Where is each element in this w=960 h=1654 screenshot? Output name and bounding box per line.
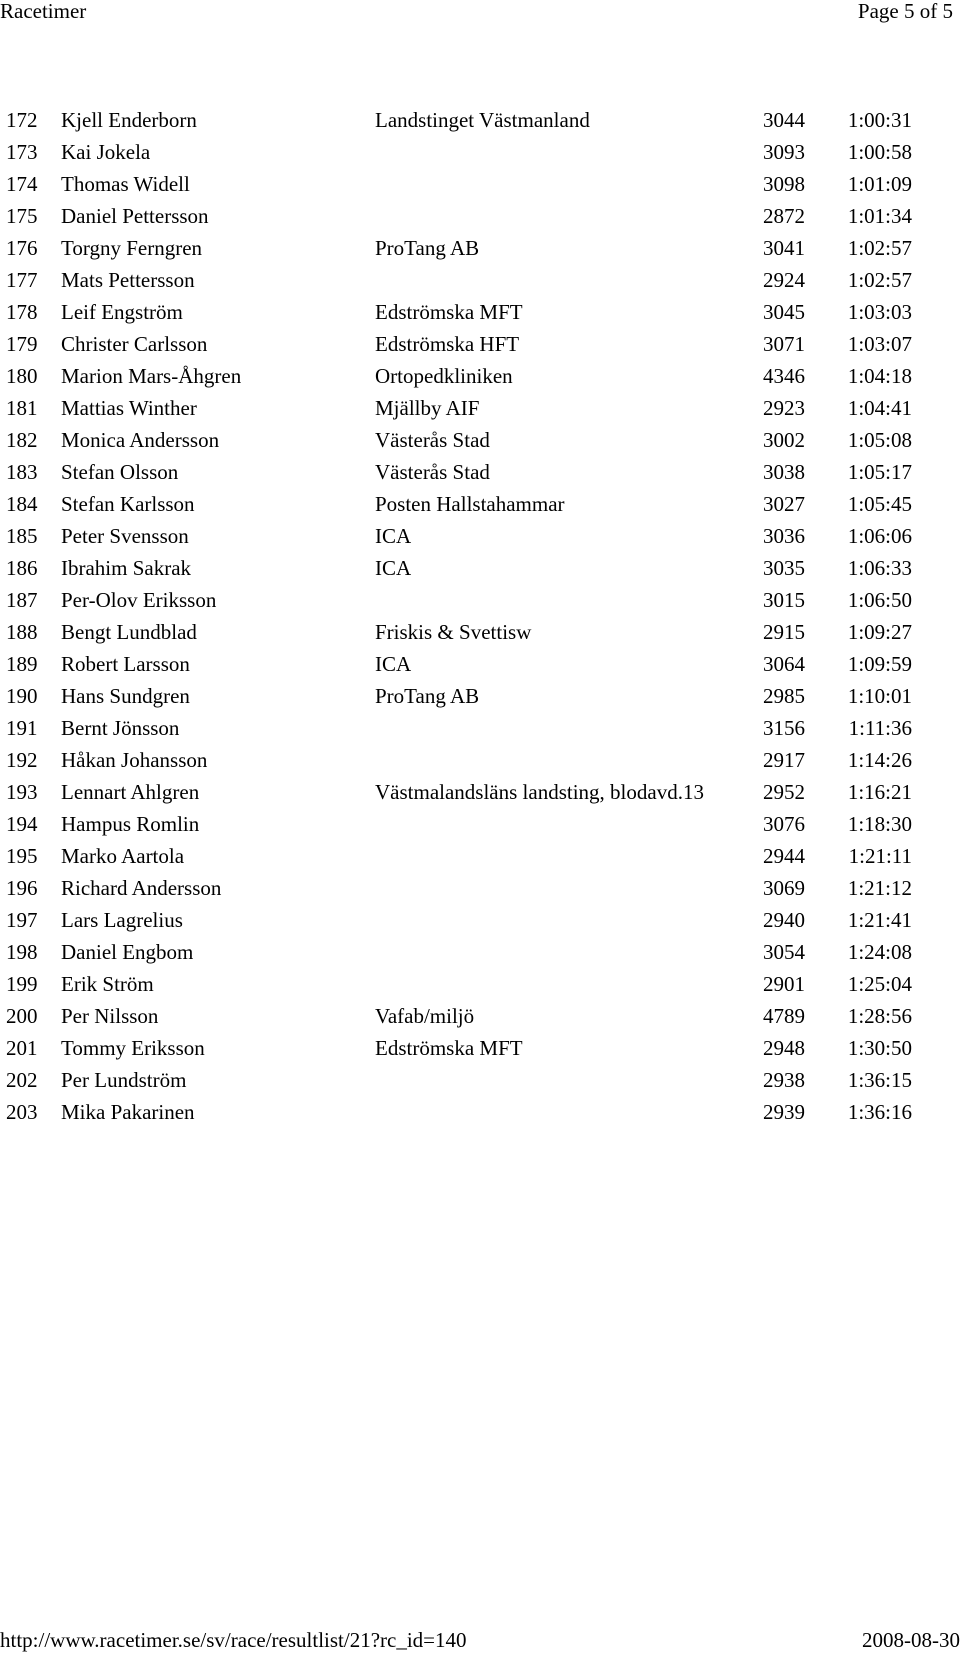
runner-name-cell: Daniel Engbom	[61, 940, 194, 964]
bib-number-cell: 2872	[763, 204, 805, 228]
finish-time-cell: 1:28:56	[847, 1004, 912, 1028]
runner-name-cell: Daniel Pettersson	[61, 204, 209, 228]
place-cell: 186	[6, 556, 38, 580]
bib-number-cell: 3064	[763, 652, 805, 676]
bib-number-cell: 2952	[763, 780, 805, 804]
bib-number-cell: 3041	[763, 236, 805, 260]
finish-time-cell: 1:06:50	[847, 588, 912, 612]
place-cell: 203	[6, 1100, 38, 1124]
bib-number-cell: 3071	[763, 332, 805, 356]
runner-name-cell: Stefan Olsson	[61, 460, 179, 484]
bib-number-cell: 3093	[763, 140, 805, 164]
bib-number-cell: 2944	[763, 844, 805, 868]
place-cell: 181	[6, 396, 38, 420]
runner-name-cell: Marko Aartola	[61, 844, 185, 868]
club-cell: ProTang AB	[375, 236, 480, 260]
bib-number-cell: 4789	[763, 1004, 805, 1028]
source-url: http://www.racetimer.se/sv/race/resultlist/21?rc_id=140	[0, 1628, 467, 1652]
place-cell: 187	[6, 588, 38, 612]
bib-number-cell: 2940	[763, 908, 805, 932]
club-cell: Västerås Stad	[375, 428, 490, 452]
place-cell: 176	[6, 236, 38, 260]
bib-number-cell: 3035	[763, 556, 805, 580]
bib-number-cell: 2901	[763, 972, 805, 996]
bib-number-cell: 3044	[763, 108, 805, 132]
finish-time-cell: 1:04:41	[847, 396, 912, 420]
place-cell: 196	[6, 876, 38, 900]
page-title: Racetimer	[0, 0, 87, 23]
runner-name-cell: Torgny Ferngren	[61, 236, 203, 260]
place-cell: 189	[6, 652, 38, 676]
runner-name-cell: Thomas Widell	[61, 172, 190, 196]
place-cell: 185	[6, 524, 38, 548]
finish-time-cell: 1:18:30	[847, 812, 912, 836]
result-row	[0, 968, 960, 1000]
club-cell: Edströmska MFT	[375, 1036, 523, 1060]
club-cell: ICA	[375, 524, 412, 548]
finish-time-cell: 1:02:57	[847, 268, 912, 292]
result-row	[0, 776, 960, 808]
finish-time-cell: 1:36:15	[847, 1068, 912, 1092]
finish-time-cell: 1:09:27	[847, 620, 912, 644]
place-cell: 188	[6, 620, 38, 644]
runner-name-cell: Tommy Eriksson	[61, 1036, 205, 1060]
place-cell: 201	[6, 1036, 38, 1060]
finish-time-cell: 1:14:26	[847, 748, 912, 772]
bib-number-cell: 2948	[763, 1036, 805, 1060]
club-cell: ICA	[375, 652, 412, 676]
result-row	[0, 360, 960, 392]
club-cell: Friskis & Svettisw	[375, 620, 532, 644]
finish-time-cell: 1:05:17	[847, 460, 912, 484]
finish-time-cell: 1:01:09	[847, 172, 912, 196]
finish-time-cell: 1:03:03	[847, 300, 912, 324]
runner-name-cell: Håkan Johansson	[61, 748, 208, 772]
result-row	[0, 840, 960, 872]
runner-name-cell: Ibrahim Sakrak	[61, 556, 192, 580]
finish-time-cell: 1:16:21	[847, 780, 912, 804]
result-row	[0, 680, 960, 712]
result-row	[0, 424, 960, 456]
bib-number-cell: 3098	[763, 172, 805, 196]
finish-time-cell: 1:11:36	[848, 716, 912, 740]
finish-time-cell: 1:21:12	[847, 876, 912, 900]
finish-time-cell: 1:05:45	[847, 492, 912, 516]
place-cell: 183	[6, 460, 38, 484]
runner-name-cell: Bernt Jönsson	[61, 716, 180, 740]
result-row	[0, 584, 960, 616]
club-cell: Västerås Stad	[375, 460, 490, 484]
place-cell: 180	[6, 364, 38, 388]
club-cell: Landstinget Västmanland	[375, 108, 590, 132]
bib-number-cell: 2985	[763, 684, 805, 708]
result-row	[0, 456, 960, 488]
finish-time-cell: 1:00:31	[847, 108, 912, 132]
finish-time-cell: 1:36:16	[847, 1100, 912, 1124]
place-cell: 177	[6, 268, 38, 292]
place-cell: 190	[6, 684, 38, 708]
finish-time-cell: 1:21:41	[847, 908, 912, 932]
runner-name-cell: Per Lundström	[61, 1068, 187, 1092]
runner-name-cell: Leif Engström	[61, 300, 183, 324]
runner-name-cell: Mattias Winther	[61, 396, 197, 420]
runner-name-cell: Christer Carlsson	[61, 332, 208, 356]
bib-number-cell: 2939	[763, 1100, 805, 1124]
place-cell: 194	[6, 812, 38, 836]
runner-name-cell: Erik Ström	[61, 972, 154, 996]
runner-name-cell: Hans Sundgren	[61, 684, 190, 708]
result-row	[0, 936, 960, 968]
result-row	[0, 744, 960, 776]
result-row	[0, 808, 960, 840]
result-row	[0, 328, 960, 360]
finish-time-cell: 1:05:08	[847, 428, 912, 452]
finish-time-cell: 1:02:57	[847, 236, 912, 260]
club-cell: Edströmska MFT	[375, 300, 523, 324]
place-cell: 174	[6, 172, 38, 196]
finish-time-cell: 1:09:59	[847, 652, 912, 676]
finish-time-cell: 1:25:04	[847, 972, 912, 996]
bib-number-cell: 2938	[763, 1068, 805, 1092]
runner-name-cell: Kjell Enderborn	[61, 108, 197, 132]
club-cell: ICA	[375, 556, 412, 580]
result-row	[0, 520, 960, 552]
runner-name-cell: Kai Jokela	[61, 140, 151, 164]
result-row	[0, 552, 960, 584]
bib-number-cell: 3076	[763, 812, 805, 836]
bib-number-cell: 2924	[763, 268, 805, 292]
club-cell: Edströmska HFT	[375, 332, 520, 356]
finish-time-cell: 1:24:08	[847, 940, 912, 964]
runner-name-cell: Mats Pettersson	[61, 268, 195, 292]
club-cell: ProTang AB	[375, 684, 480, 708]
result-row	[0, 232, 960, 264]
place-cell: 179	[6, 332, 38, 356]
results-table	[0, 104, 960, 1128]
club-cell: Mjällby AIF	[375, 396, 480, 420]
finish-time-cell: 1:04:18	[847, 364, 912, 388]
finish-time-cell: 1:21:11	[848, 844, 912, 868]
club-cell: Västmalandsläns landsting, blodavd.13	[375, 780, 704, 804]
club-cell: Posten Hallstahammar	[375, 492, 565, 516]
result-row	[0, 200, 960, 232]
place-cell: 193	[6, 780, 38, 804]
finish-time-cell: 1:06:06	[847, 524, 912, 548]
club-cell: Ortopedkliniken	[375, 364, 513, 388]
result-row	[0, 1000, 960, 1032]
result-row	[0, 296, 960, 328]
runner-name-cell: Per-Olov Eriksson	[61, 588, 217, 612]
bib-number-cell: 3036	[763, 524, 805, 548]
result-row	[0, 136, 960, 168]
bib-number-cell: 3027	[763, 492, 805, 516]
place-cell: 198	[6, 940, 38, 964]
place-cell: 175	[6, 204, 38, 228]
bib-number-cell: 4346	[763, 364, 805, 388]
place-cell: 199	[6, 972, 38, 996]
result-row	[0, 872, 960, 904]
place-cell: 184	[6, 492, 38, 516]
runner-name-cell: Stefan Karlsson	[61, 492, 195, 516]
place-cell: 178	[6, 300, 38, 324]
result-row	[0, 1096, 960, 1128]
print-date: 2008-08-30	[862, 1628, 960, 1652]
runner-name-cell: Hampus Romlin	[61, 812, 200, 836]
result-row	[0, 392, 960, 424]
finish-time-cell: 1:01:34	[847, 204, 912, 228]
finish-time-cell: 1:30:50	[847, 1036, 912, 1060]
runner-name-cell: Robert Larsson	[61, 652, 190, 676]
result-row	[0, 616, 960, 648]
result-row	[0, 904, 960, 936]
bib-number-cell: 3045	[763, 300, 805, 324]
runner-name-cell: Per Nilsson	[61, 1004, 159, 1028]
finish-time-cell: 1:03:07	[847, 332, 912, 356]
place-cell: 182	[6, 428, 38, 452]
runner-name-cell: Lars Lagrelius	[61, 908, 183, 932]
bib-number-cell: 3015	[763, 588, 805, 612]
place-cell: 195	[6, 844, 38, 868]
result-row	[0, 1064, 960, 1096]
finish-time-cell: 1:06:33	[847, 556, 912, 580]
result-row	[0, 104, 960, 136]
runner-name-cell: Marion Mars-Åhgren	[61, 364, 242, 388]
place-cell: 200	[6, 1004, 38, 1028]
club-cell: Vafab/miljö	[375, 1004, 475, 1028]
runner-name-cell: Mika Pakarinen	[61, 1100, 195, 1124]
result-row	[0, 488, 960, 520]
bib-number-cell: 2917	[763, 748, 805, 772]
bib-number-cell: 3054	[763, 940, 805, 964]
place-cell: 202	[6, 1068, 38, 1092]
bib-number-cell: 3002	[763, 428, 805, 452]
runner-name-cell: Bengt Lundblad	[61, 620, 197, 644]
runner-name-cell: Peter Svensson	[61, 524, 189, 548]
page-number: Page 5 of 5	[857, 0, 953, 23]
place-cell: 191	[6, 716, 38, 740]
runner-name-cell: Lennart Ahlgren	[61, 780, 200, 804]
bib-number-cell: 2915	[763, 620, 805, 644]
runner-name-cell: Richard Andersson	[61, 876, 222, 900]
result-row	[0, 168, 960, 200]
place-cell: 197	[6, 908, 38, 932]
bib-number-cell: 2923	[763, 396, 805, 420]
finish-time-cell: 1:00:58	[847, 140, 912, 164]
place-cell: 172	[6, 108, 38, 132]
place-cell: 192	[6, 748, 38, 772]
bib-number-cell: 3038	[763, 460, 805, 484]
result-row	[0, 264, 960, 296]
finish-time-cell: 1:10:01	[847, 684, 912, 708]
result-row	[0, 648, 960, 680]
result-row	[0, 1032, 960, 1064]
runner-name-cell: Monica Andersson	[61, 428, 220, 452]
result-row	[0, 712, 960, 744]
place-cell: 173	[6, 140, 38, 164]
bib-number-cell: 3069	[763, 876, 805, 900]
bib-number-cell: 3156	[763, 716, 805, 740]
